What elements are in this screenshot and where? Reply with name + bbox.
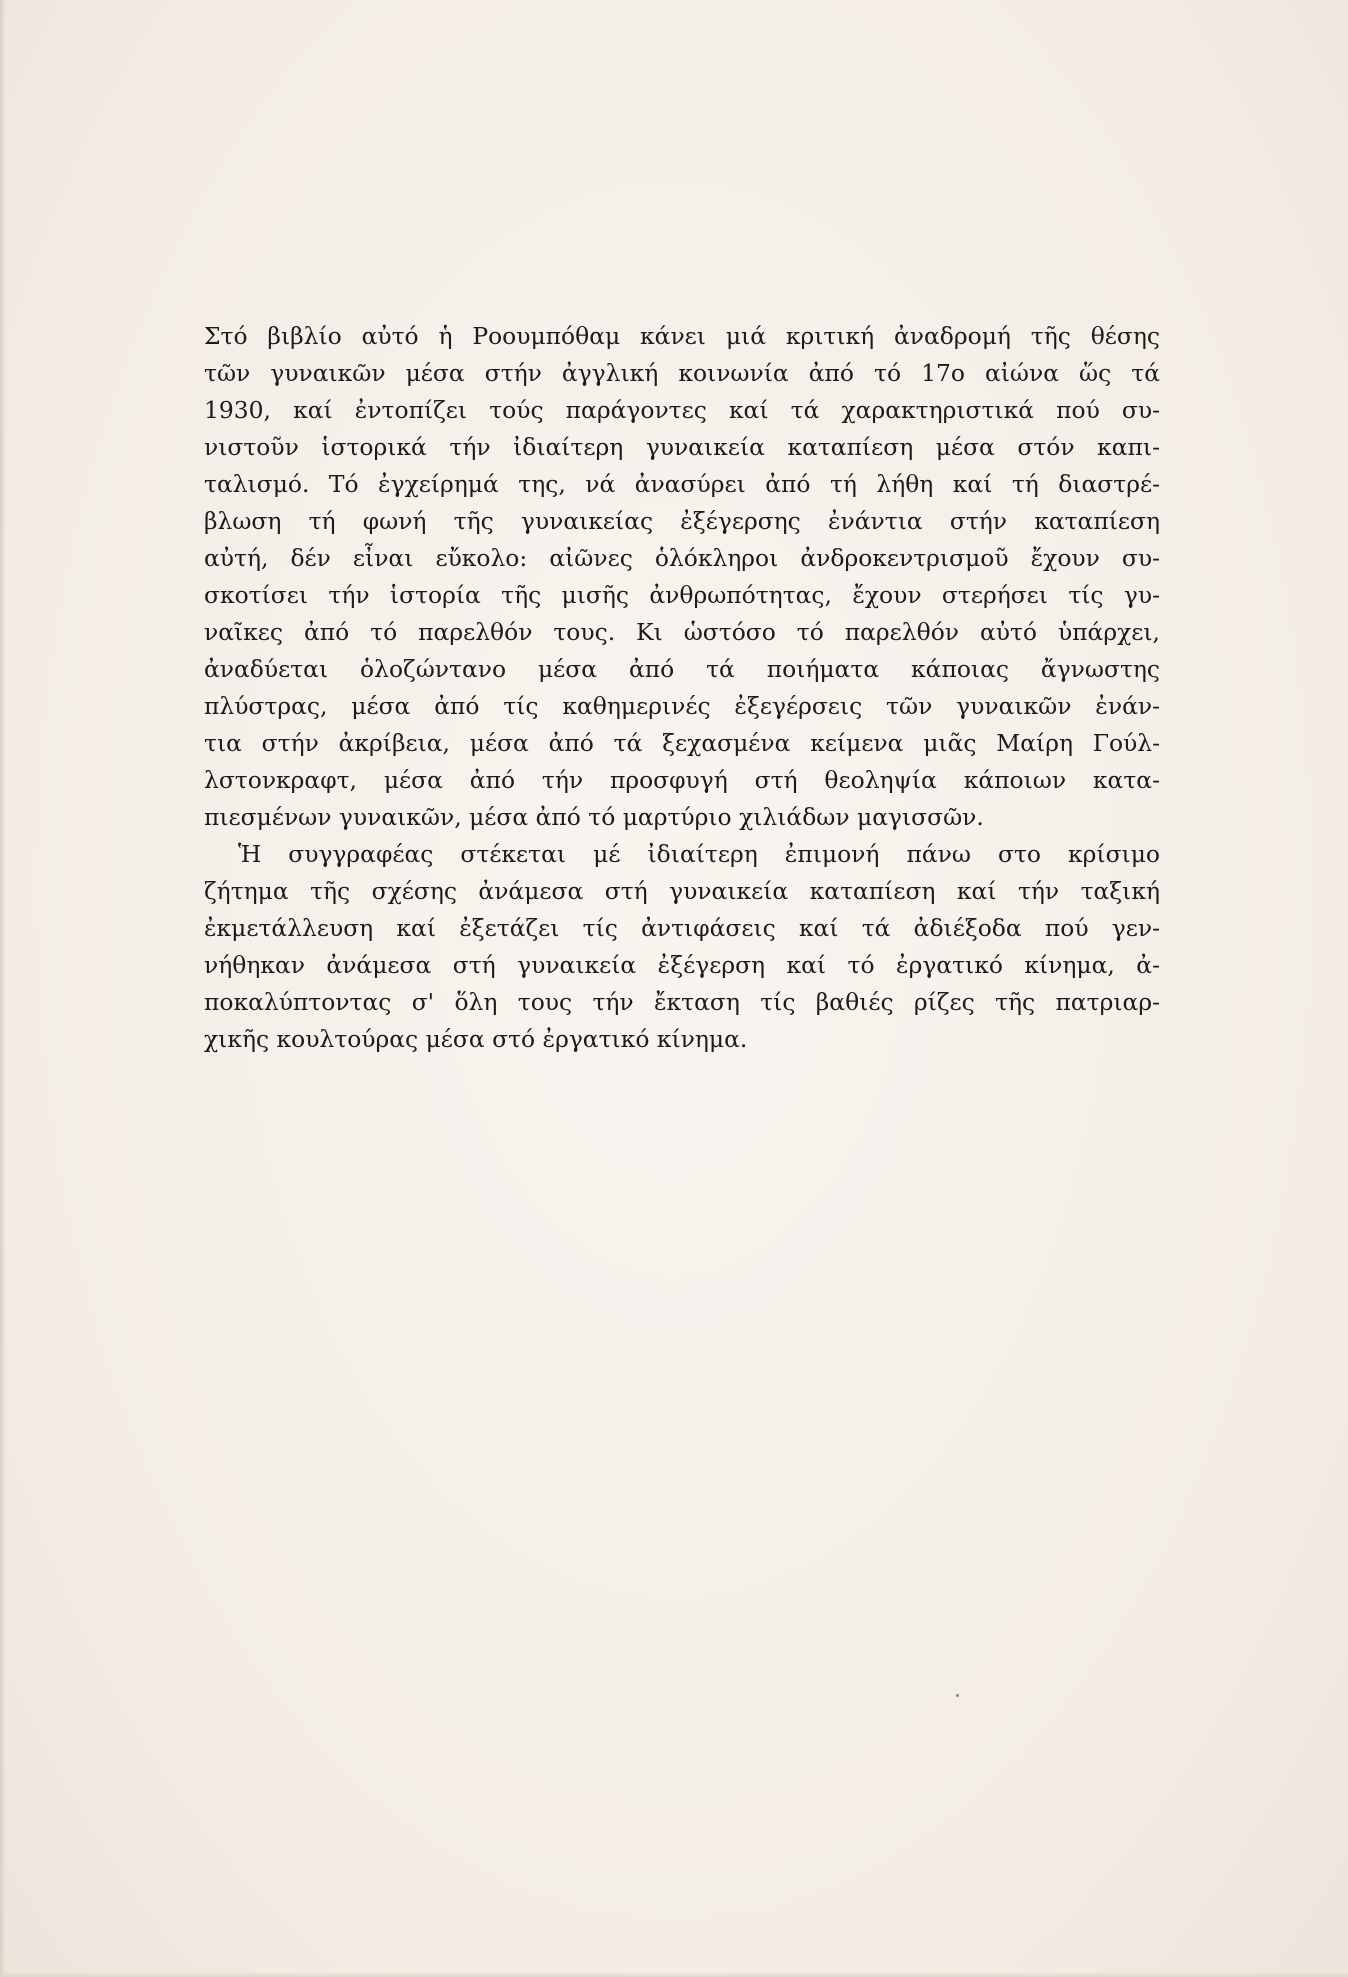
text-line: 1930, καί ἐντοπίζει τούς παράγοντες καί τά χαρακτηριστικά πού συ- — [204, 396, 1160, 424]
blurb-text — [204, 318, 1160, 1058]
text-line: ἀναδύεται ὁλοζώντανο μέσα ἀπό τά ποιήματα κάποιας ἄγνωστης — [204, 655, 1160, 683]
text-line: λστονκραφτ, μέσα ἀπό τήν προσφυγή στή θεοληψία κάποιων κατα- — [204, 766, 1160, 794]
text-line: νήθηκαν ἀνάμεσα στή γυναικεία ἐξέγερση καί τό ἐργατικό κίνημα, ἀ- — [204, 951, 1160, 979]
text-line: ταλισμό. Τό ἐγχείρημά της, νά ἀνασύρει ἀπό τή λήθη καί τή διαστρέ- — [204, 470, 1160, 498]
paper-speck — [956, 1694, 959, 1697]
text-line: Στό βιβλίο αὐτό ἡ Ροουμπόθαμ κάνει μιά κριτική ἀναδρομή τῆς θέσης — [204, 322, 1160, 350]
text-line: νιστοῦν ἱστορικά τήν ἰδιαίτερη γυναικεία καταπίεση μέσα στόν καπι- — [204, 433, 1160, 461]
text-line: χικῆς κουλτούρας μέσα στό ἐργατικό κίνημα. — [204, 1025, 748, 1053]
text-line: βλωση τή φωνή τῆς γυναικείας ἐξέγερσης ἐνάντια στήν καταπίεση — [204, 507, 1160, 535]
text-line: πλύστρας, μέσα ἀπό τίς καθημερινές ἐξεγέρσεις τῶν γυναικῶν ἐνάν- — [204, 692, 1160, 720]
text-line: τια στήν ἀκρίβεια, μέσα ἀπό τά ξεχασμένα κείμενα μιᾶς Μαίρη Γούλ- — [204, 729, 1160, 757]
text-line: ἐκμετάλλευση καί ἐξετάζει τίς ἀντιφάσεις καί τά ἀδιέξοδα πού γεν- — [204, 914, 1160, 942]
blurb-paragraph-2 — [204, 836, 1160, 1058]
page-edge-bottom — [0, 1972, 1348, 1977]
blurb-paragraph-1 — [204, 318, 1160, 836]
text-line: αὐτή, δέν εἶναι εὔκολο: αἰῶνες ὁλόκληροι ἀνδροκεντρισμοῦ ἔχουν συ- — [204, 544, 1160, 572]
text-line: σκοτίσει τήν ἱστορία τῆς μισῆς ἀνθρωπότητας, ἔχουν στερήσει τίς γυ- — [204, 581, 1160, 609]
text-line: ποκαλύπτοντας σ' ὅλη τους τήν ἔκταση τίς βαθιές ρίζες τῆς πατριαρ- — [204, 988, 1160, 1016]
page-edge-left — [0, 0, 6, 1977]
text-line: πιεσμένων γυναικῶν, μέσα ἀπό τό μαρτύριο χιλιάδων μαγισσῶν. — [204, 803, 984, 831]
text-line: τῶν γυναικῶν μέσα στήν ἀγγλική κοινωνία ἀπό τό 17ο αἰώνα ὥς τά — [204, 359, 1160, 387]
text-line: ζήτημα τῆς σχέσης ἀνάμεσα στή γυναικεία καταπίεση καί τήν ταξική — [204, 877, 1160, 905]
text-line: Ἡ συγγραφέας στέκεται μέ ἰδιαίτερη ἐπιμονή πάνω στο κρίσιμο — [238, 840, 1160, 868]
text-line: ναῖκες ἀπό τό παρελθόν τους. Κι ὡστόσο τό παρελθόν αὐτό ὑπάρχει, — [204, 618, 1160, 646]
